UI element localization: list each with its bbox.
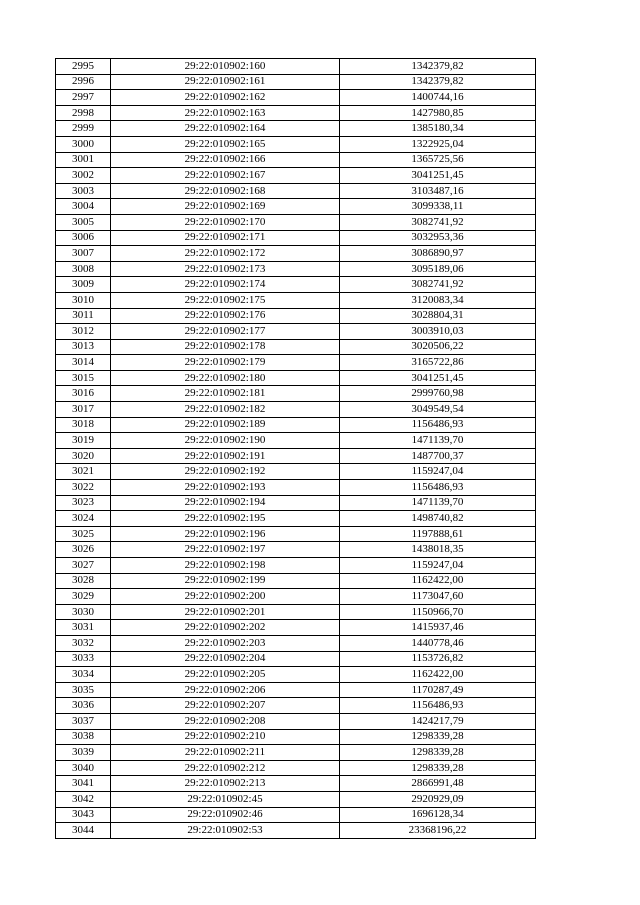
row-number-cell: 3033 — [56, 651, 111, 667]
table-row — [56, 620, 536, 636]
row-number-cell: 3002 — [56, 168, 111, 184]
row-number-cell: 3027 — [56, 558, 111, 574]
table-row — [56, 105, 536, 121]
row-number-cell: 3037 — [56, 713, 111, 729]
cadastral-number-cell: 29:22:010902:163 — [111, 105, 340, 121]
row-number-cell: 3013 — [56, 339, 111, 355]
row-number-cell: 2996 — [56, 74, 111, 90]
cadastral-value-cell: 1156486,93 — [340, 698, 536, 714]
cadastral-number-cell: 29:22:010902:160 — [111, 59, 340, 75]
row-number-cell: 3005 — [56, 214, 111, 230]
table-row — [56, 480, 536, 496]
cadastral-value-cell: 1159247,04 — [340, 558, 536, 574]
cadastral-number-cell: 29:22:010902:164 — [111, 121, 340, 137]
table-row — [56, 121, 536, 137]
row-number-cell: 3030 — [56, 604, 111, 620]
table-row — [56, 261, 536, 277]
cadastral-number-cell: 29:22:010902:205 — [111, 667, 340, 683]
table-row — [56, 589, 536, 605]
cadastral-number-cell: 29:22:010902:192 — [111, 464, 340, 480]
cadastral-number-cell: 29:22:010902:178 — [111, 339, 340, 355]
row-number-cell: 3006 — [56, 230, 111, 246]
row-number-cell: 3041 — [56, 776, 111, 792]
cadastral-value-cell: 1162422,00 — [340, 667, 536, 683]
row-number-cell: 3012 — [56, 324, 111, 340]
table-row — [56, 635, 536, 651]
row-number-cell: 3008 — [56, 261, 111, 277]
cadastral-value-cell: 3041251,45 — [340, 370, 536, 386]
row-number-cell: 3016 — [56, 386, 111, 402]
table-row — [56, 807, 536, 823]
cadastral-value-cell: 1415937,46 — [340, 620, 536, 636]
cadastral-value-cell: 1322925,04 — [340, 136, 536, 152]
row-number-cell: 3044 — [56, 823, 111, 839]
cadastral-value-cell: 3095189,06 — [340, 261, 536, 277]
cadastral-number-cell: 29:22:010902:180 — [111, 370, 340, 386]
cadastral-number-cell: 29:22:010902:213 — [111, 776, 340, 792]
cadastral-value-cell: 1197888,61 — [340, 526, 536, 542]
row-number-cell: 3003 — [56, 183, 111, 199]
cadastral-value-cell: 1298339,28 — [340, 729, 536, 745]
cadastral-number-cell: 29:22:010902:161 — [111, 74, 340, 90]
row-number-cell: 3009 — [56, 277, 111, 293]
cadastral-number-cell: 29:22:010902:45 — [111, 791, 340, 807]
table-row — [56, 526, 536, 542]
cadastral-value-cell: 1173047,60 — [340, 589, 536, 605]
cadastral-number-cell: 29:22:010902:193 — [111, 480, 340, 496]
row-number-cell: 2995 — [56, 59, 111, 75]
cadastral-value-cell: 3003910,03 — [340, 324, 536, 340]
table-row — [56, 152, 536, 168]
cadastral-value-cell: 1424217,79 — [340, 713, 536, 729]
row-number-cell: 3032 — [56, 635, 111, 651]
cadastral-number-cell: 29:22:010902:168 — [111, 183, 340, 199]
row-number-cell: 3000 — [56, 136, 111, 152]
row-number-cell: 3040 — [56, 760, 111, 776]
cadastral-value-cell: 1342379,82 — [340, 59, 536, 75]
cadastral-value-cell: 1385180,34 — [340, 121, 536, 137]
table-row — [56, 511, 536, 527]
cadastral-number-cell: 29:22:010902:206 — [111, 682, 340, 698]
cadastral-number-cell: 29:22:010902:211 — [111, 745, 340, 761]
row-number-cell: 3022 — [56, 480, 111, 496]
cadastral-number-cell: 29:22:010902:190 — [111, 433, 340, 449]
table-row — [56, 74, 536, 90]
cadastral-value-cell: 1438018,35 — [340, 542, 536, 558]
cadastral-number-cell: 29:22:010902:204 — [111, 651, 340, 667]
cadastral-value-cell: 1440778,46 — [340, 635, 536, 651]
cadastral-value-cell: 1400744,16 — [340, 90, 536, 106]
cadastral-value-cell: 1342379,82 — [340, 74, 536, 90]
table-row — [56, 667, 536, 683]
table-row — [56, 495, 536, 511]
cadastral-value-cell: 3082741,92 — [340, 214, 536, 230]
row-number-cell: 3024 — [56, 511, 111, 527]
row-number-cell: 3039 — [56, 745, 111, 761]
row-number-cell: 3001 — [56, 152, 111, 168]
table-row — [56, 604, 536, 620]
cadastral-number-cell: 29:22:010902:208 — [111, 713, 340, 729]
table-row — [56, 199, 536, 215]
cadastral-number-cell: 29:22:010902:201 — [111, 604, 340, 620]
cadastral-number-cell: 29:22:010902:199 — [111, 573, 340, 589]
cadastral-value-cell: 1170287,49 — [340, 682, 536, 698]
row-number-cell: 3043 — [56, 807, 111, 823]
cadastral-value-cell: 1162422,00 — [340, 573, 536, 589]
row-number-cell: 3034 — [56, 667, 111, 683]
cadastral-value-cell: 1471139,70 — [340, 433, 536, 449]
table-row — [56, 417, 536, 433]
table-row — [56, 168, 536, 184]
table-row — [56, 277, 536, 293]
row-number-cell: 3004 — [56, 199, 111, 215]
row-number-cell: 3014 — [56, 355, 111, 371]
table-row — [56, 760, 536, 776]
cadastral-value-cell: 3165722,86 — [340, 355, 536, 371]
cadastral-number-cell: 29:22:010902:195 — [111, 511, 340, 527]
table-row — [56, 246, 536, 262]
cadastral-number-cell: 29:22:010902:181 — [111, 386, 340, 402]
row-number-cell: 3011 — [56, 308, 111, 324]
table-row — [56, 370, 536, 386]
table-row — [56, 823, 536, 839]
cadastral-value-cell: 1427980,85 — [340, 105, 536, 121]
row-number-cell: 2999 — [56, 121, 111, 137]
cadastral-value-cell: 3086890,97 — [340, 246, 536, 262]
cadastral-value-cell: 1471139,70 — [340, 495, 536, 511]
table-row — [56, 230, 536, 246]
cadastral-number-cell: 29:22:010902:46 — [111, 807, 340, 823]
table-row — [56, 651, 536, 667]
row-number-cell: 3007 — [56, 246, 111, 262]
table-row — [56, 339, 536, 355]
table-row — [56, 448, 536, 464]
table-row — [56, 355, 536, 371]
cadastral-value-cell: 1156486,93 — [340, 417, 536, 433]
cadastral-value-cell: 3049549,54 — [340, 402, 536, 418]
row-number-cell: 3019 — [56, 433, 111, 449]
table-row — [56, 324, 536, 340]
row-number-cell: 3026 — [56, 542, 111, 558]
row-number-cell: 3035 — [56, 682, 111, 698]
table-row — [56, 90, 536, 106]
cadastral-value-cell: 2920929,09 — [340, 791, 536, 807]
cadastral-number-cell: 29:22:010902:182 — [111, 402, 340, 418]
table-row — [56, 386, 536, 402]
row-number-cell: 3038 — [56, 729, 111, 745]
cadastral-value-cell: 1498740,82 — [340, 511, 536, 527]
cadastral-value-cell: 1487700,37 — [340, 448, 536, 464]
cadastral-number-cell: 29:22:010902:212 — [111, 760, 340, 776]
cadastral-value-cell: 3032953,36 — [340, 230, 536, 246]
row-number-cell: 2998 — [56, 105, 111, 121]
cadastral-value-cell: 3082741,92 — [340, 277, 536, 293]
cadastral-value-cell: 1156486,93 — [340, 480, 536, 496]
row-number-cell: 3042 — [56, 791, 111, 807]
row-number-cell: 3018 — [56, 417, 111, 433]
cadastral-value-cell: 3120083,34 — [340, 292, 536, 308]
table-row — [56, 745, 536, 761]
table-row — [56, 682, 536, 698]
row-number-cell: 2997 — [56, 90, 111, 106]
cadastral-number-cell: 29:22:010902:210 — [111, 729, 340, 745]
cadastral-number-cell: 29:22:010902:177 — [111, 324, 340, 340]
row-number-cell: 3025 — [56, 526, 111, 542]
row-number-cell: 3010 — [56, 292, 111, 308]
table-row — [56, 59, 536, 75]
cadastral-value-cell: 3103487,16 — [340, 183, 536, 199]
cadastral-value-table — [55, 58, 536, 839]
table-row — [56, 402, 536, 418]
cadastral-value-cell: 1298339,28 — [340, 760, 536, 776]
cadastral-number-cell: 29:22:010902:169 — [111, 199, 340, 215]
cadastral-number-cell: 29:22:010902:196 — [111, 526, 340, 542]
cadastral-number-cell: 29:22:010902:170 — [111, 214, 340, 230]
cadastral-number-cell: 29:22:010902:171 — [111, 230, 340, 246]
cadastral-value-cell: 3099338,11 — [340, 199, 536, 215]
table-row — [56, 791, 536, 807]
cadastral-value-cell: 1696128,34 — [340, 807, 536, 823]
row-number-cell: 3023 — [56, 495, 111, 511]
cadastral-number-cell: 29:22:010902:166 — [111, 152, 340, 168]
cadastral-number-cell: 29:22:010902:176 — [111, 308, 340, 324]
cadastral-number-cell: 29:22:010902:207 — [111, 698, 340, 714]
table-row — [56, 558, 536, 574]
row-number-cell: 3036 — [56, 698, 111, 714]
table-row — [56, 292, 536, 308]
table-row — [56, 308, 536, 324]
cadastral-value-cell: 1365725,56 — [340, 152, 536, 168]
row-number-cell: 3015 — [56, 370, 111, 386]
cadastral-number-cell: 29:22:010902:200 — [111, 589, 340, 605]
table-row — [56, 136, 536, 152]
row-number-cell: 3031 — [56, 620, 111, 636]
cadastral-number-cell: 29:22:010902:179 — [111, 355, 340, 371]
cadastral-number-cell: 29:22:010902:197 — [111, 542, 340, 558]
cadastral-number-cell: 29:22:010902:53 — [111, 823, 340, 839]
cadastral-value-cell: 1298339,28 — [340, 745, 536, 761]
cadastral-number-cell: 29:22:010902:162 — [111, 90, 340, 106]
table-row — [56, 698, 536, 714]
cadastral-number-cell: 29:22:010902:198 — [111, 558, 340, 574]
table-row — [56, 729, 536, 745]
cadastral-value-cell: 3041251,45 — [340, 168, 536, 184]
table-row — [56, 713, 536, 729]
cadastral-number-cell: 29:22:010902:175 — [111, 292, 340, 308]
table-row — [56, 183, 536, 199]
table-row — [56, 433, 536, 449]
row-number-cell: 3020 — [56, 448, 111, 464]
cadastral-number-cell: 29:22:010902:167 — [111, 168, 340, 184]
cadastral-value-cell: 1153726,82 — [340, 651, 536, 667]
cadastral-value-cell: 23368196,22 — [340, 823, 536, 839]
cadastral-value-cell: 1159247,04 — [340, 464, 536, 480]
cadastral-number-cell: 29:22:010902:191 — [111, 448, 340, 464]
table-row — [56, 542, 536, 558]
cadastral-number-cell: 29:22:010902:189 — [111, 417, 340, 433]
cadastral-number-cell: 29:22:010902:202 — [111, 620, 340, 636]
row-number-cell: 3029 — [56, 589, 111, 605]
table-row — [56, 464, 536, 480]
cadastral-number-cell: 29:22:010902:165 — [111, 136, 340, 152]
table-row — [56, 573, 536, 589]
cadastral-value-cell: 2999760,98 — [340, 386, 536, 402]
cadastral-value-cell: 2866991,48 — [340, 776, 536, 792]
cadastral-value-cell: 3020506,22 — [340, 339, 536, 355]
cadastral-number-cell: 29:22:010902:172 — [111, 246, 340, 262]
cadastral-number-cell: 29:22:010902:194 — [111, 495, 340, 511]
row-number-cell: 3017 — [56, 402, 111, 418]
cadastral-number-cell: 29:22:010902:174 — [111, 277, 340, 293]
cadastral-number-cell: 29:22:010902:173 — [111, 261, 340, 277]
table-row — [56, 214, 536, 230]
table-body — [56, 59, 536, 839]
table-row — [56, 776, 536, 792]
cadastral-value-cell: 1150966,70 — [340, 604, 536, 620]
row-number-cell: 3021 — [56, 464, 111, 480]
cadastral-number-cell: 29:22:010902:203 — [111, 635, 340, 651]
cadastral-value-cell: 3028804,31 — [340, 308, 536, 324]
row-number-cell: 3028 — [56, 573, 111, 589]
